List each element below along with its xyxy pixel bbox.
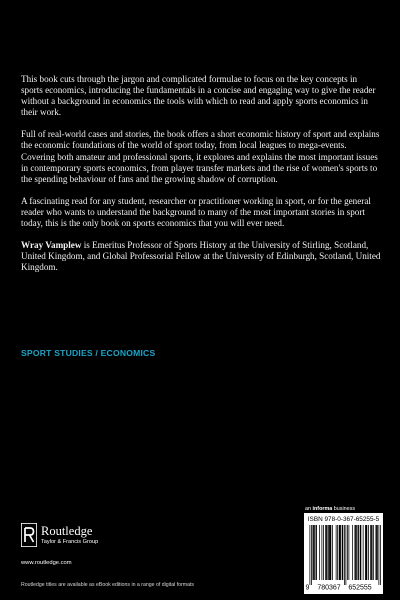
barcode-bar <box>328 525 329 580</box>
barcode-bar <box>361 525 362 580</box>
barcode-bar <box>329 525 330 580</box>
barcode-bar <box>371 525 372 580</box>
informa-suffix: business <box>332 506 356 512</box>
barcode-bar <box>330 525 331 580</box>
publisher-group: Taylor & Francis Group <box>41 539 99 545</box>
barcode-bar <box>358 525 359 580</box>
informa-business-line <box>305 506 355 512</box>
barcode-bar <box>352 525 353 580</box>
barcode-bar <box>346 525 347 585</box>
publisher-name: Routledge <box>41 524 93 538</box>
barcode-bar <box>358 525 359 580</box>
barcode-bar <box>339 525 340 580</box>
barcode-bar <box>355 525 356 580</box>
informa-brand: informa <box>312 506 333 512</box>
barcode-bar <box>356 525 357 580</box>
barcode-bar <box>368 525 369 580</box>
barcode-bar <box>332 525 333 580</box>
barcode-bar <box>349 525 350 580</box>
blurb-paragraph-3: A fascinating read for any student, researcher or practitioner working in sport, or for the general reader who wants to understand the background to many of the most important stories in sport today, this is the only book on sports economics that you will ever need. <box>21 195 371 229</box>
author-bio <box>21 240 381 273</box>
barcode-bar <box>376 525 377 580</box>
barcode-bar <box>319 525 320 580</box>
barcode-bar <box>363 525 364 580</box>
routledge-r-icon <box>21 523 37 547</box>
barcode-bar <box>347 525 348 580</box>
publisher-logo <box>21 523 131 551</box>
barcode-bar <box>314 525 315 580</box>
author-bio-text: is Emeritus Professor of Sports History at the University of Stirling, Scotland, United Kingdom, and Global Professorial Fellow at the University of Edinburgh, Scotland, United Kingdom. <box>21 240 381 273</box>
barcode-bar <box>316 525 317 580</box>
blurb-text <box>21 74 381 284</box>
barcode-bar <box>337 525 338 580</box>
barcode-bar <box>379 525 380 585</box>
informa-prefix: an <box>305 506 313 512</box>
barcode-bar <box>376 525 377 580</box>
barcode-bar <box>366 525 367 580</box>
barcode-bar <box>365 525 366 580</box>
blurb-paragraph-2: Full of real-world cases and stories, the book offers a short economic history of sport and explains the economic foundations of the world of sport today, from local leagues to mega-events. Covering both amateur and professional sports, it explores and explains the most important issues in contemporary sports economics, from player transfer markets and the rise of women's sports to the spending behaviour of fans and the growing shadow of corruption. <box>21 129 380 184</box>
barcode-bar <box>340 525 341 580</box>
barcode-bar <box>331 525 332 580</box>
barcode-bar <box>340 525 341 580</box>
ebook-availability-note: Routledge titles are available as eBook editions in a range of digital formats <box>21 582 195 588</box>
subject-category: SPORT STUDIES / ECONOMICS <box>21 348 156 358</box>
barcode-bar <box>313 525 314 580</box>
barcode-bar <box>370 525 371 580</box>
publisher-website: www.routledge.com <box>21 560 72 566</box>
barcode-right-group: 652555 <box>348 584 372 592</box>
barcode-bar <box>377 525 378 580</box>
barcode-bar <box>322 525 323 580</box>
barcode-bar <box>342 525 343 580</box>
barcode-bar <box>336 525 337 580</box>
barcode-first-digit: 9 <box>305 584 310 592</box>
barcode-bar <box>326 525 327 580</box>
barcode-bar <box>380 525 381 585</box>
barcode-bar <box>372 525 373 580</box>
isbn-barcode <box>304 513 383 594</box>
barcode-bar <box>344 525 345 585</box>
barcode-bar <box>355 525 356 580</box>
barcode-bar <box>373 525 374 580</box>
barcode-bar <box>310 525 311 585</box>
blurb-paragraph-1: This book cuts through the jargon and complicated formulae to focus on the key concepts in sports economics, introducing the fundamentals in a concise and engaging way to give the reader without a background in economics the tools with which to read and apply sports economics in their work. <box>21 74 376 118</box>
barcode-bar <box>316 525 317 580</box>
barcode-bar <box>360 525 361 580</box>
barcode-bar <box>327 525 328 580</box>
barcode-bar <box>313 525 314 580</box>
barcode-bar <box>311 525 312 585</box>
barcode-bars <box>304 513 383 594</box>
barcode-bar <box>367 525 368 580</box>
barcode-bar <box>325 525 326 580</box>
barcode-left-group: 780367 <box>317 584 341 592</box>
author-name: Wray Vamplew <box>21 240 82 251</box>
isbn-label: ISBN 978-0-367-65255-5 <box>307 516 380 523</box>
barcode-bar <box>323 525 324 580</box>
barcode-bar <box>343 525 344 580</box>
